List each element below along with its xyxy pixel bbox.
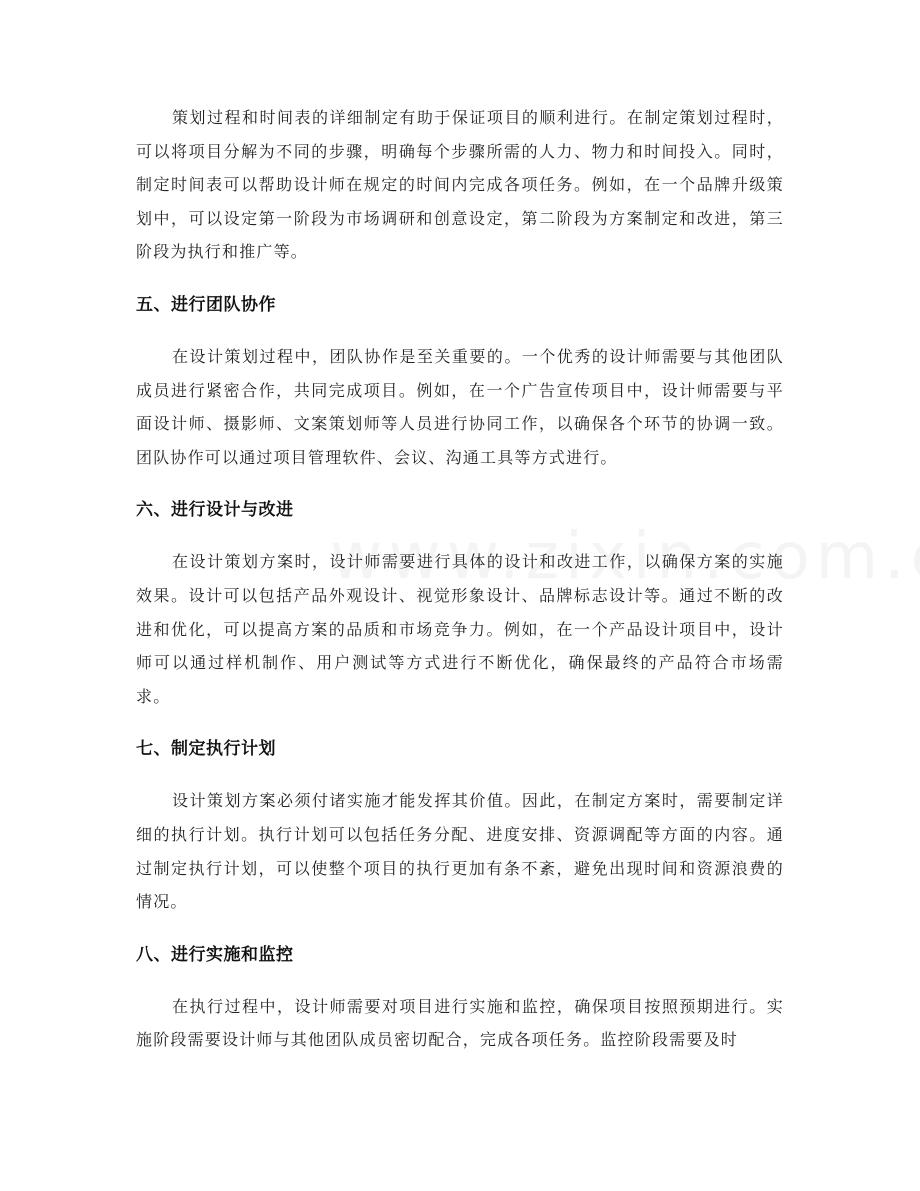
heading-team-collaboration: 五、进行团队协作 [136, 294, 276, 315]
heading-design-improvement: 六、进行设计与改进 [136, 500, 294, 521]
paragraph-execution-plan: 设计策划方案必须付诸实施才能发挥其价值。因此，在制定方案时，需要制定详细的执行计划。执行计划可以包括任务分配、进度安排、资源调配等方面的内容。通过制定执行计划，可以使整个项目的执行更加有条不紊，避免出现时间和资源浪费的情况。 [136, 791, 784, 912]
heading-execution-plan: 七、制定执行计划 [136, 739, 276, 760]
heading-implementation-monitoring: 八、进行实施和监控 [136, 944, 294, 965]
document-page [136, 101, 784, 1057]
paragraph-design-improvement: 在设计策划方案时，设计师需要进行具体的设计和改进工作，以确保方案的实施效果。设计可以包括产品外观设计、视觉形象设计、品牌标志设计等。通过不断的改进和优化，可以提高方案的品质和市场竞争力。例如，在一个产品设计项目中，设计师可以通过样机制作、用户测试等方式进行不断优化，确保最终的产品符合市场需求。 [136, 552, 784, 706]
paragraph-implementation-monitoring: 在执行过程中，设计师需要对项目进行实施和监控，确保项目按照预期进行。实施阶段需要设计师与其他团队成员密切配合，完成各项任务。监控阶段需要及时 [136, 996, 784, 1050]
paragraph-intro: 策划过程和时间表的详细制定有助于保证项目的顺利进行。在制定策划过程时，可以将项目分解为不同的步骤，明确每个步骤所需的人力、物力和时间投入。同时，制定时间表可以帮助设计师在规定的时间内完成各项任务。例如，在一个品牌升级策划中，可以设定第一阶段为市场调研和创意设定，第二阶段为方案制定和改进，第三阶段为执行和推广等。 [136, 108, 784, 262]
paragraph-team-collaboration: 在设计策划过程中，团队协作是至关重要的。一个优秀的设计师需要与其他团队成员进行紧密合作，共同完成项目。例如，在一个广告宣传项目中，设计师需要与平面设计师、摄影师、文案策划师等人员进行协同工作，以确保各个环节的协调一致。团队协作可以通过项目管理软件、会议、沟通工具等方式进行。 [136, 346, 784, 467]
